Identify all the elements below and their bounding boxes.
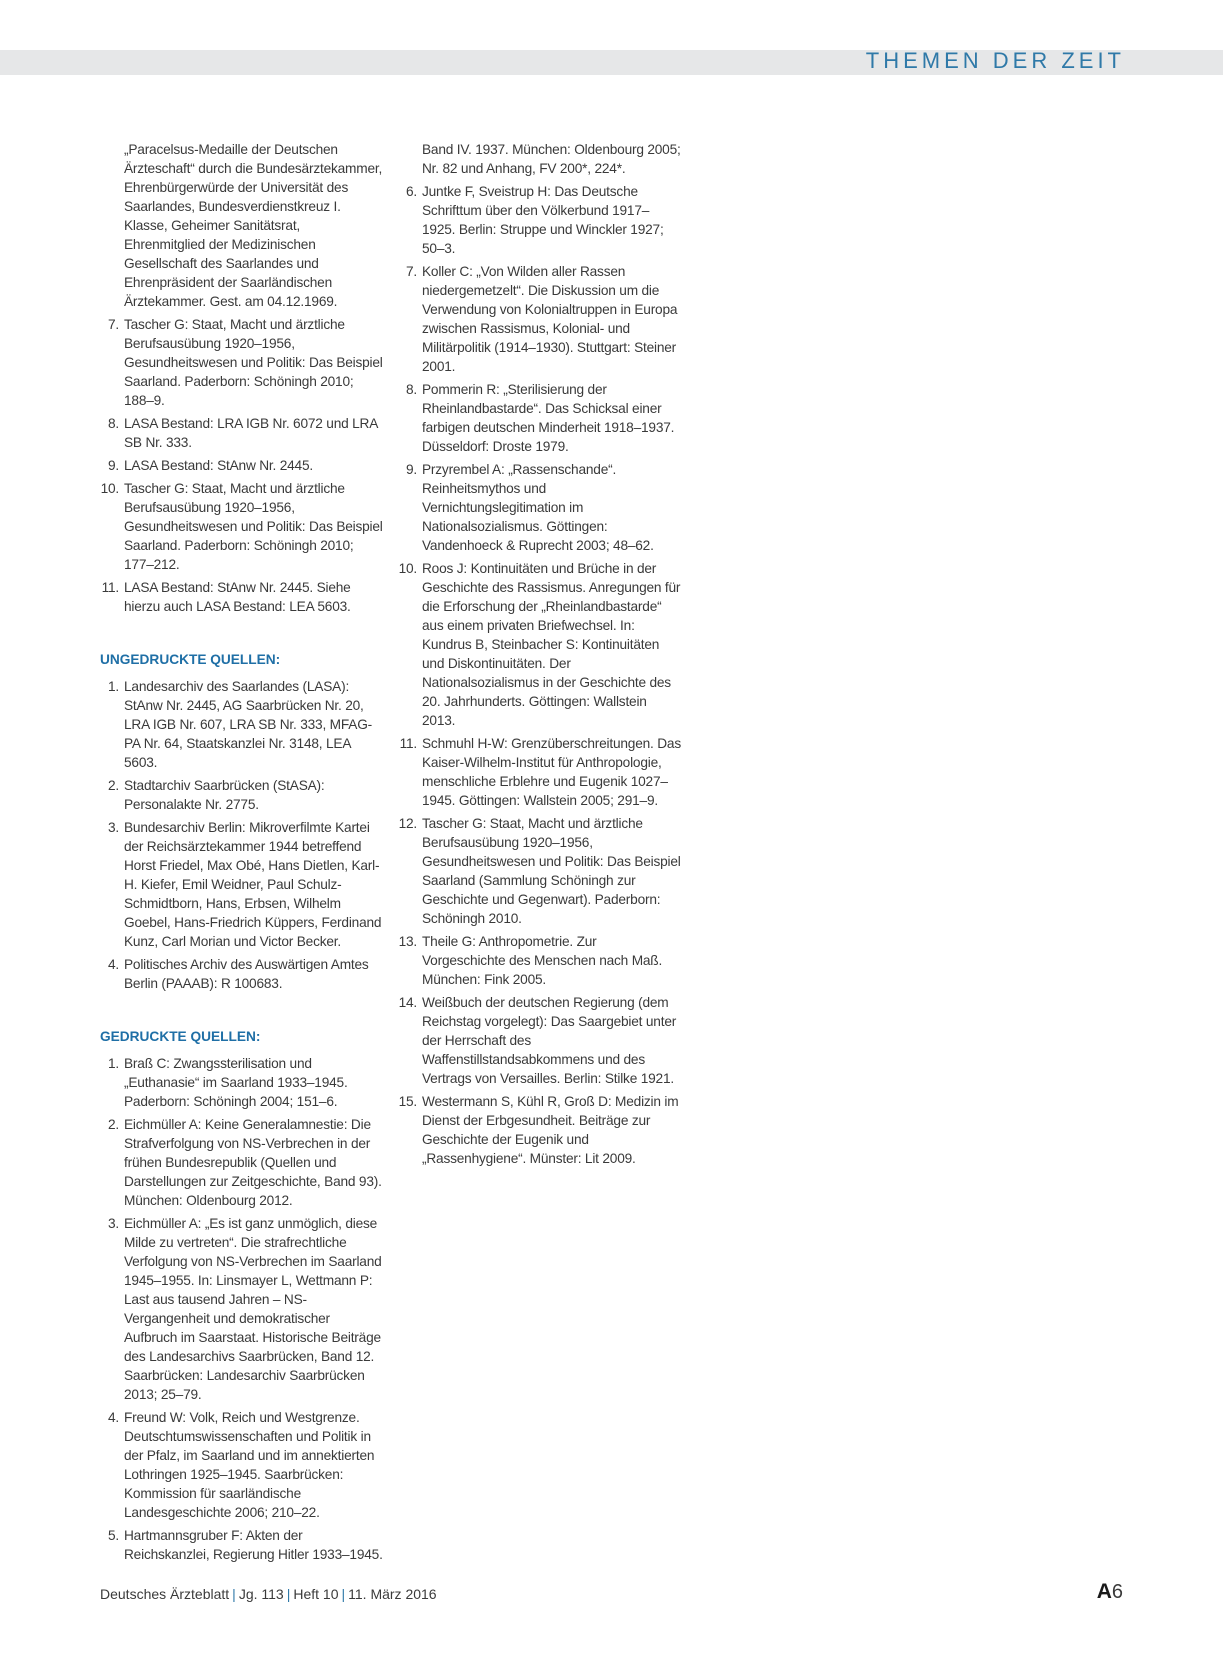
reference-text: LASA Bestand: LRA IGB Nr. 6072 und LRA SB Nr. 333. [124, 416, 378, 450]
reference-item [398, 734, 682, 810]
reference-item [398, 182, 682, 258]
reference-number: 2. [107, 778, 119, 793]
notes-list [100, 315, 384, 616]
page-prefix: A [1096, 1580, 1112, 1603]
printed-sources-list [100, 1054, 384, 1564]
reference-item [100, 1526, 384, 1564]
section-title: THEMEN DER ZEIT [865, 48, 1125, 73]
reference-item [100, 677, 384, 772]
reference-text: Juntke F, Sveistrup H: Das Deutsche Schrifttum über den Völkerbund 1917–1925. Berlin: Struppe und Winckler 1927; 50–3. [422, 184, 664, 256]
reference-text: Bundesarchiv Berlin: Mikroverfilmte Kartei der Reichsärztekammer 1944 betreffend Horst Friedel, Max Obé, Hans Dietlen, Karl-H. Kiefer, Emil Weidner, Paul Schulz-Schmidtborn, Hans, Erbsen, Wilhelm Goebel, Hans-Friedrich Küppers, Ferdinand Kunz, Carl Morian und Victor Becker. [124, 820, 382, 949]
reference-text: LASA Bestand: StAnw Nr. 2445. [124, 458, 313, 473]
unprinted-sources-heading: UNGEDRUCKTE QUELLEN: [100, 652, 281, 667]
reference-text: Roos J: Kontinuitäten und Brüche in der Geschichte des Rassismus. Anregungen für die Erforschung der „Rheinlandbastarde“ aus einem privaten Briefwechsel. In: Kundrus B, Steinbacher S: Kontinuitäten und Diskontinuitäten. Der Nationalsozialismus in der Geschichte des 20. Jahrhunderts. Göttingen: Wallstein 2013. [422, 561, 681, 728]
footer-separator: | [286, 1586, 291, 1602]
reference-text: Tascher G: Staat, Macht und ärztliche Berufsausübung 1920–1956, Gesundheitswesen und Politik: Das Beispiel Saarland (Sammlung Schöningh zur Geschichte und Gegenwart). Paderborn: Schöningh 2010. [422, 816, 681, 926]
reference-text: Politisches Archiv des Auswärtigen Amtes Berlin (PAAAB): R 100683. [124, 957, 369, 991]
reference-number: 5. [107, 1528, 119, 1543]
reference-item [398, 1092, 682, 1168]
reference-number: 7. [107, 317, 119, 332]
reference-item [100, 315, 384, 410]
reference-item [398, 262, 682, 376]
reference-item [398, 814, 682, 928]
reference-number: 4. [107, 1410, 119, 1425]
reference-text: Tascher G: Staat, Macht und ärztliche Berufsausübung 1920–1956, Gesundheitswesen und Politik: Das Beispiel Saarland. Paderborn: Schöningh 2010; 188–9. [124, 317, 383, 408]
reference-item [100, 955, 384, 993]
reference-item [398, 460, 682, 555]
reference-item [398, 932, 682, 989]
reference-text: Weißbuch der deutschen Regierung (dem Reichstag vorgelegt): Das Saargebiet unter der Herrschaft des Waffenstillstandsabkommens und des Vertrags von Versailles. Berlin: Stilke 1921. [422, 995, 677, 1086]
footer-citation [100, 1586, 437, 1602]
reference-number: 9. [405, 462, 417, 477]
reference-text: Hartmannsgruber F: Akten der Reichskanzlei, Regierung Hitler 1933–1945. [124, 1528, 383, 1562]
reference-text: Pommerin R: „Sterilisierung der Rheinlandbastarde“. Das Schicksal einer farbigen deutschen Minderheit 1918–1937. Düsseldorf: Droste 1979. [422, 382, 675, 454]
reference-item [100, 776, 384, 814]
reference-text: Eichmüller A: Keine Generalamnestie: Die Strafverfolgung von NS-Verbrechen in der frühen Bundesrepublik (Quellen und Darstellungen zur Zeitgeschichte, Band 93). München: Oldenbourg 2012. [124, 1117, 382, 1208]
reference-item [100, 1115, 384, 1210]
footer-volume: Jg. 113 [238, 1586, 284, 1602]
reference-text: Stadtarchiv Saarbrücken (StASA): Personalakte Nr. 2775. [124, 778, 325, 812]
reference-text: Landesarchiv des Saarlandes (LASA): StAnw Nr. 2445, AG Saarbrücken Nr. 20, LRA IGB Nr. 607, LRA SB Nr. 333, MFAG-PA Nr. 64, Staatskanzlei Nr. 3148, LEA 5603. [124, 679, 373, 770]
reference-number: 9. [107, 458, 119, 473]
printed-sources-list-continued [398, 182, 682, 1168]
reference-number: 10. [398, 561, 417, 576]
reference-number: 4. [107, 957, 119, 972]
reference-text: Eichmüller A: „Es ist ganz unmöglich, diese Milde zu vertreten“. Die strafrechtliche Verfolgung von NS-Verbrechen im Saarland 1945–1955. In: Linsmayer L, Wettmann P: Last aus tausend Jahren – NS-Vergangenheit und demokratischer Aufbruch im Saarstaat. Historische Beiträge des Landesarchivs Saarbrücken, Band 12. Saarbrücken: Landesarchiv Saarbrücken 2013; 25–79. [124, 1216, 382, 1402]
footer-separator: | [341, 1586, 346, 1602]
reference-text: Tascher G: Staat, Macht und ärztliche Berufsausübung 1920–1956, Gesundheitswesen und Politik: Das Beispiel Saarland. Paderborn: Schöningh 2010; 177–212. [124, 481, 383, 572]
reference-number: 2. [107, 1117, 119, 1132]
reference-item [100, 479, 384, 574]
reference-text: LASA Bestand: StAnw Nr. 2445. Siehe hierzu auch LASA Bestand: LEA 5603. [124, 580, 351, 614]
footer-date: 11. März 2016 [348, 1586, 437, 1602]
unprinted-sources-list [100, 677, 384, 993]
footer-issue: Heft 10 [293, 1586, 339, 1602]
reference-number: 6. [405, 184, 417, 199]
reference-item [398, 993, 682, 1088]
reference-text: Theile G: Anthropometrie. Zur Vorgeschichte des Menschen nach Maß. München: Fink 2005. [422, 934, 663, 987]
reference-text: Przyrembel A: „Rassenschande“. Reinheitsmythos und Vernichtungslegitimation im Nationalsozialismus. Göttingen: Vandenhoeck & Ruprecht 2003; 48–62. [422, 462, 654, 553]
reference-number: 12. [398, 816, 417, 831]
reference-number: 15. [398, 1094, 417, 1109]
continued-note-text: „Paracelsus-Medaille der Deutschen Ärzteschaft“ durch die Bundesärztekammer, Ehrenbürgerwürde der Universität des Saarlandes, Bundesverdienstkreuz I. Klasse, Geheimer Sanitätsrat, Ehrenmitglied der Medizinischen Gesellschaft des Saarlandes und Ehrenpräsident der Saarländischen Ärztekammer. Gest. am 04.12.1969. [124, 142, 383, 309]
left-column [100, 140, 384, 1568]
reference-item [100, 456, 384, 475]
reference-text: Schmuhl H-W: Grenzüberschreitungen. Das Kaiser-Wilhelm-Institut für Anthropologie, menschliche Erblehre und Eugenik 1027–1945. Göttingen: Wallstein 2005; 291–9. [422, 736, 681, 808]
reference-text: Freund W: Volk, Reich und Westgrenze. Deutschtumswissenschaften und Politik in der Pfalz, im Saarland und im annektierten Lothringen 1925–1945. Saarbrücken: Kommission für saarländische Landesgeschichte 2006; 210–22. [124, 1410, 375, 1520]
reference-number: 8. [405, 382, 417, 397]
reference-number: 3. [107, 820, 119, 835]
reference-item [100, 1408, 384, 1522]
reference-item [100, 414, 384, 452]
reference-text: Braß C: Zwangssterilisation und „Euthanasie“ im Saarland 1933–1945. Paderborn: Schöningh 2004; 151–6. [124, 1056, 348, 1109]
reference-number: 10. [100, 481, 119, 496]
printed-sources-heading: GEDRUCKTE QUELLEN: [100, 1029, 261, 1044]
reference-number: 11. [101, 580, 119, 595]
reference-number: 7. [405, 264, 417, 279]
footer-separator: | [232, 1586, 236, 1602]
reference-number: 3. [107, 1216, 119, 1231]
reference-item [398, 380, 682, 456]
reference-number: 13. [398, 934, 417, 949]
reference-item [100, 1214, 384, 1404]
continued-reference-text: Band IV. 1937. München: Oldenbourg 2005; Nr. 82 und Anhang, FV 200*, 224*. [422, 142, 681, 176]
reference-item [100, 818, 384, 951]
reference-number: 8. [107, 416, 119, 431]
page-number [1097, 1580, 1123, 1604]
reference-number: 1. [107, 1056, 119, 1071]
reference-number: 1. [107, 679, 119, 694]
reference-item [398, 559, 682, 730]
right-column [398, 140, 682, 1172]
reference-number: 14. [398, 995, 417, 1010]
reference-text: Westermann S, Kühl R, Groß D: Medizin im Dienst der Erbgesundheit. Beiträge zur Geschichte der Eugenik und „Rassenhygiene“. Münster: Lit 2009. [422, 1094, 679, 1166]
page-number-value: 6 [1111, 1581, 1123, 1603]
reference-text: Koller C: „Von Wilden aller Rassen niedergemetzelt“. Die Diskussion um die Verwendung von Kolonialtruppen in Europa zwischen Rassismus, Kolonial- und Militärpolitik (1914–1930). Stuttgart: Steiner 2001. [422, 264, 678, 374]
reference-item [100, 578, 384, 616]
reference-number: 11. [399, 736, 417, 751]
footer-journal: Deutsches Ärzteblatt [100, 1586, 230, 1602]
reference-item [100, 1054, 384, 1111]
